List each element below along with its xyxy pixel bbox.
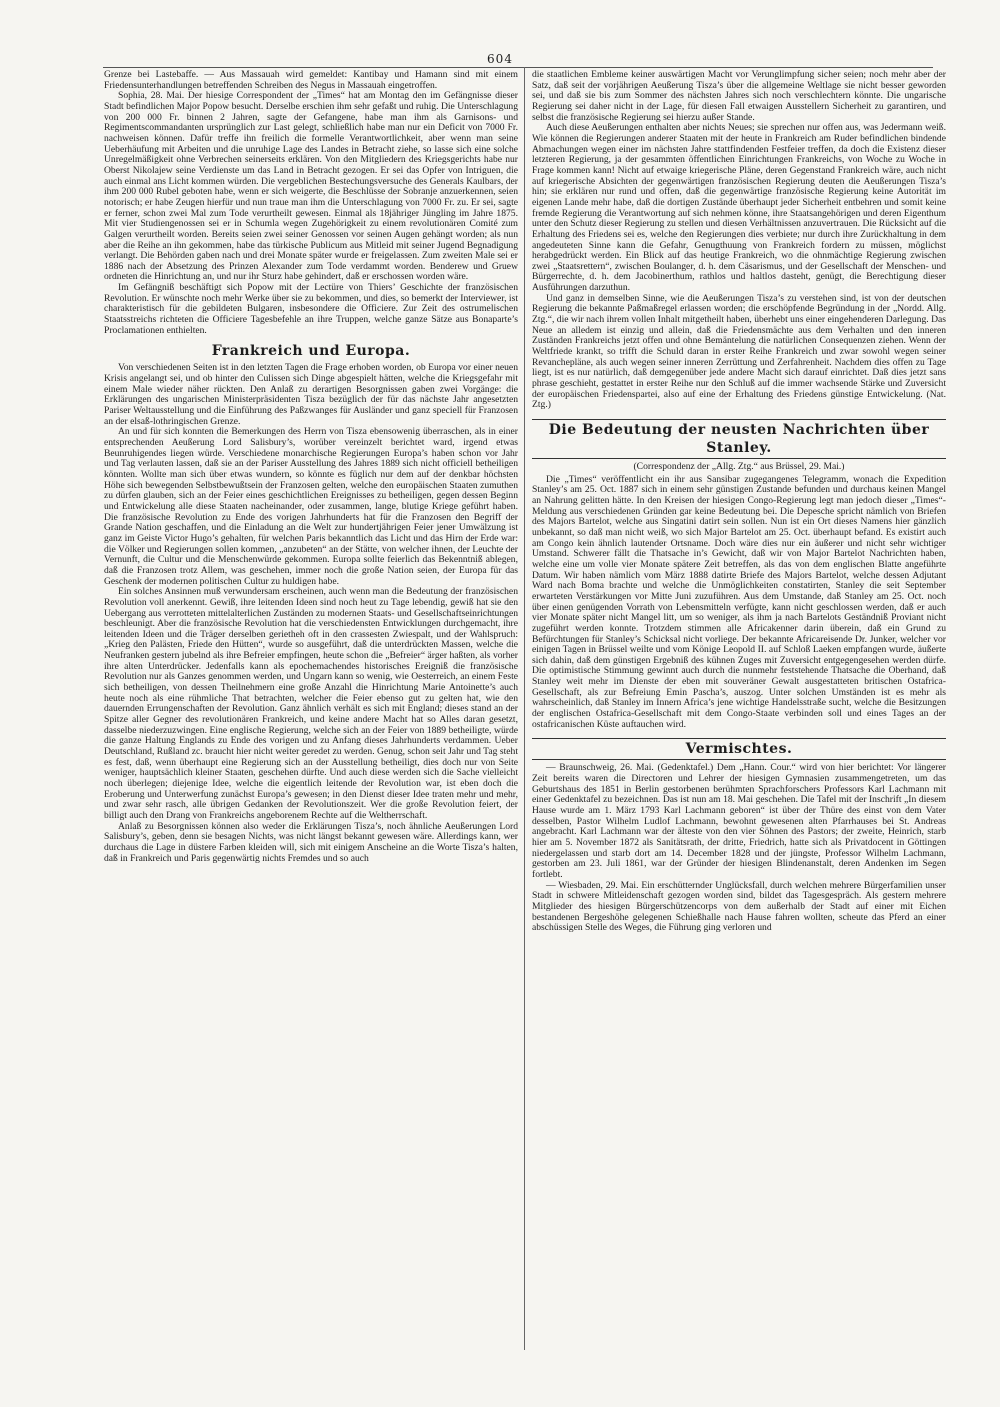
right-column bbox=[532, 70, 946, 1350]
paragraph: Auch diese Aeußerungen enthalten aber nichts Neues; sie sprechen nur offen aus, was Jedermann weiß. Wie können die Regierungen anderer Staaten mit der heute in Frankreich am Ruder befindlichen bindende Abmachungen wegen einer im nächsten Jahre stattfindenden Festfeier treffen, da doch die Existenz dieser letzteren Regierung, ja der gesammten öffentlichen Einrichtungen Frankreichs, von Woche zu Woche in Frage kommen kann! Nicht auf etwaige kriegerische Pläne, deren Gegenstand Frankreich wäre, auch nicht auf kriegerische Absichten der gegenwärtigen französischen Regierung deuten die Aeußerungen Tisza’s hin; sie erklären nur rund und offen, daß die gegenwärtige französische Regierung keine Autorität im eigenen Lande mehr habe, daß die dortigen Zustände überhaupt jeder Sicherheit entbehren und somit keine fremde Regierung die Verantwortung auf sich nehmen könne, ihre Staatsangehörigen und deren Eigenthum unter den Schutz dieser Regierung zu stellen und diesen Verhältnissen anzuvertrauen. Die Rücksicht auf die Erhaltung des Friedens sei es, welche den Regierungen dies verbiete; nur durch ihre Zurückhaltung in dem angedeuteten Sinne kann die Gefahr, Genugthuung von Frankreich fordern zu müssen, möglichst herabgedrückt werden. Ein Blick auf das heutige Frankreich, wo die ohnmächtige Regierung zwischen zwei „Staatsrettern“, zwischen Boulanger, d. h. dem Cäsarismus, und der Gesellschaft der Menschen- und Bürgerrechte, d. h. dem Jacobinerthum, rathlos und haltlos dasteht, genügt, die Berechtigung dieser Ausführungen darzuthun. bbox=[532, 122, 946, 294]
paragraph: die staatlichen Embleme keiner auswärtigen Macht vor Verunglimpfung sicher seien; noch mehr aber der Satz, daß seit der vorjährigen Aeußerung Tisza’s über die allgemeine Weltlage sie nicht besser geworden sei, und daß sie bis zum Sommer des nächsten Jahres sich noch verschlechtern könnte. Die ungarische Regierung sei daher nicht in der Lage, für diesen Fall etwaigen Ausstellern Sicherheit zu garantiren, und selbst die französische Regierung sei hierzu außer Stande. bbox=[532, 70, 946, 123]
headline-stanley: Die Bedeutung der neusten Nachrichten über Stanley. bbox=[532, 419, 946, 459]
column-separator bbox=[524, 67, 525, 1350]
paragraph: Von verschiedenen Seiten ist in den letzten Tagen die Frage erhoben worden, ob Europa vor einer neuen Krisis angelangt sei, und ob hinter den Culissen sich Dinge abgespielt hätten, welche die Kriegsgefahr mit einem Male wieder näher rückten. Den Anlaß zu derartigen Besorgnissen gaben zwei Vorgänge: die Erklärungen des ungarischen Ministerpräsidenten Tisza bezüglich der für das nächste Jahr angesetzten Pariser Weltausstellung und die Einführung des Paßzwanges für Ausländer und ganz speciell für Franzosen an der elsaß-lothringischen Grenze. bbox=[104, 362, 518, 427]
article-massauah: Grenze bei Lastebaffe. — Aus Massauah wird gemeldet: Kantibay und Hamann sind mit einem Friedensunterhandlungen betreffenden Schreiben des Negus in Massauah eingetroffen. bbox=[104, 70, 518, 91]
left-column bbox=[104, 70, 518, 1350]
article-wiesbaden: — Wiesbaden, 29. Mai. Ein erschütternder Unglücksfall, durch welchen mehrere Bürgerfamilien unser Stadt in schwere Mitleidenschaft gezogen worden sind, bildet das Tagesgespräch. Als gestern mehrere Mitglieder des hiesigen Bürgerschützencorps von dem außerhalb der Stadt auf einer mit Eichen bestandenen Bergeshöhe gelegenen Schießhalle nach Hause fahren wollten, scheute das Pferd an einer abschüssigen Stelle des Weges, die Führung ging verloren und bbox=[532, 879, 946, 934]
article-braunschweig: — Braunschweig, 26. Mai. (Gedenktafel.) Dem „Hann. Cour.“ wird von hier berichtet: Vor längerer Zeit bereits waren die Directoren und Lehrer der hiesigen Gymnasien zusammengetreten, um das Geburtshaus des 1851 in Berlin gestorbenen berühmten Sprachforschers Professors Karl Lachmann mit einer Gedenktafel zu bezeichnen. Das ist nun am 18. Mai geschehen. Die Tafel mit der Inschrift „In diesem Hause wurde am 1. März 1793 Karl Lachmann geboren“ ist über der Thüre des einst von dem Vater desselben, Pastor Wilhelm Ludlof Lachmann, bewohnt gewesenen alten Pfarrhauses bei St. Andreas angebracht. Karl Lachmann war der älteste von den vier Söhnen des Pastors; der zweite, Heinrich, starb hier am 5. November 1872 als Sanitätsrath, der dritte, Friedrich, hatte sich als Privatdocent in Göttingen niedergelassen und starb dort am 14. December 1828 und der jüngste, Professor Wilhelm Lachmann, gestorben am 23. Juli 1861, war der Gründer der hiesigen Blindenanstalt, deren Andenken im Segen fortlebt. bbox=[532, 762, 946, 880]
paragraph: Die „Times“ veröffentlicht ein ihr aus Sansibar zugegangenes Telegramm, wonach die Expedition Stanley’s am 25. Oct. 1887 sich in einem sehr günstigen Zustande befunden und durchaus keinen Mangel an Nahrung gelitten hätte. In den Kreisen der hiesigen Congo-Regierung legt man jedoch dieser „Times“-Meldung aus verschiedenen Gründen gar keine Bedeutung bei. Die Depesche spricht nämlich von Briefen des Majors Bartelot, welche aus Singatini datirt sein sollen. Nun ist ein Ort dieses Namens hier gänzlich unbekannt, so daß man nicht weiß, wo sich Major Bartelot am 25. Oct. überhaupt befand. Es existirt auch am Congo kein ähnlich lautender Ortsname. Doch wäre dies nur ein äußerer und nicht sehr wichtiger Umstand. Schwerer fällt die Thatsache in’s Gewicht, daß wir von Major Bartelot Nachrichten haben, welche eine um volle vier Monate spätere Zeit betreffen, als das von dem englischen Blatte angeführte Datum. Wir haben nämlich vom März 1888 datirte Briefe des Majors Bartelot, welche dessen Adjutant Ward nach Boma brachte und welche die Unmöglichkeiten constatirten, Stanley die seit September erwarteten Verstärkungen vor Mitte Juni zuzuführen. Aus dem Umstande, daß Stanley am 25. Oct. noch über einen genügenden Vorrath von Lebensmitteln verfügte, kann nicht geschlossen werden, daß er auch vier Monate später nicht Mangel litt, um so weniger, als ihm ja nach Bartelots Geständniß Proviant nicht zugeführt werden konnte. Trotzdem stimmen alle Africakenner darin überein, daß ein Grund zu Befürchtungen für Stanley’s Schicksal nicht vorliege. Der bekannte Africareisende Dr. Junker, welcher vor einigen Tagen in Brüssel weilte und vom Könige Leopold II. auf Schloß Laeken empfangen wurde, äußerte sich dahin, daß dem günstigen Ergebniß des kühnen Zuges mit Zuversicht entgegengesehen werden dürfe. Die optimistische Stimmung gewinnt auch durch die nunmehr feststehende Thatsache die Oberhand, daß Stanley weit mehr im Dienste der eben mit souveräner Gewalt ausgestatteten britischen Ostafrica-Gesellschaft, als zur Befreiung Emin Pascha’s, auszog. Unter solchen Umständen ist es mehr als wahrscheinlich, daß Stanley im Innern Africa’s jene wichtige Handelsstraße sucht, welche die Besitzungen der englischen Ostafrica-Gesellschaft mit dem Congo-Staate verbinden soll und eines Tages an der ostafricanischen Küste auftauchen wird. bbox=[532, 473, 946, 730]
paragraph: Ein solches Ansinnen muß verwundersam erscheinen, auch wenn man die Bedeutung der französischen Revolution voll anerkennt. Gewiß, ihre leitenden Ideen sind noch heut zu Tage lebendig, gewiß hat sie den Uebergang aus verrotteten mittelalterlichen Zuständen zu modernen Staats- und Gesellschaftseinrichtungen beschleunigt. Aber die französische Revolution hat die verschiedensten Entwicklungen durchgemacht, ihre leitenden Ideen und die Träger derselben gerietheh oft in den crassesten Zwiespalt, und der Wahlspruch: „Krieg den Palästen, Friede den Hütten“, wurde so ausgeführt, daß die unterdrückten Massen, welche die Neufranken gestern jubelnd als ihre Befreier empfingen, heute schon die „Befreier“ ärger haßten, als vorher ihre alten Unterdrücker. Jedenfalls kann als epochemachendes historisches Ereigniß die französische Revolution nur als Ganzes genommen werden, und Ungarn kann so wenig, wie Oesterreich, an einem Feste sich betheiligen, von dessen Theilnehmern eine große Anzahl die Hinrichtung Marie Antoinette’s auch heute noch als eine rühmliche That betrachten, welcher die Feier ebenso gut zu gelten hat, wie den dauernden Errungenschaften der Revolution. Ganz ähnlich verhält es sich mit England; dieses stand an der Spitze aller Gegner des revolutionären Frankreich, und keine andere Macht hat so Alles daran gesetzt, dasselbe niederzuzwingen. Eine englische Regierung, welche sich an der Feier von 1889 betheiligte, würde die ganze Haltung Englands zu Ende des vorigen und zu Anfang dieses Jahrhunderts verdammen. Ueber Deutschland, Rußland zc. braucht hier nicht weiter geredet zu werden. Genug, schon seit Jahr und Tag steht es fest, daß, wenn überhaupt eine Regierung sich an der Ausstellung betheiligt, dies doch nur von Seite weniger, hauptsächlich kleiner Staaten, geschehen dürfte. Und auch diese werden sich die Sache vielleicht noch überlegen; diejenige Idee, welche die eigentlich leitende der Revolution war, ist eben doch die Eroberung und Unterwerfung zunächst Europa’s gewesen; in den Dienst dieser Idee traten mehr und mehr, und zwar sehr rasch, alle übrigen Gedanken der Revolutionszeit. Wer die große Revolution feiert, der billigt auch den Drang von Frankreichs angeborenem Rechte auf die Weltherrschaft. bbox=[104, 586, 518, 821]
page-number: 604 bbox=[487, 52, 513, 66]
paragraph: Anlaß zu Besorgnissen können also weder die Erklärungen Tisza’s, noch ähnliche Aeußerungen Lord Salisbury’s, geben, denn sie besagen Nichts, was nicht längst bekannt gewesen wäre. Allerdings kann, wer durchaus die Lage in düstere Farben kleiden will, sich mit einigem Anscheine an die Worte Tisza’s halten, daß in Frankreich und Paris gegenwärtig nichts Fremdes und so auch bbox=[104, 820, 518, 864]
header-rule bbox=[103, 67, 933, 68]
paragraph: An und für sich konnten die Bemerkungen des Herrn von Tisza ebensowenig überraschen, als in einer entsprechenden Aeußerung Lord Salisbury’s, worüber vereinzelt berichtet ward, irgend etwas Beunruhigendes liegen würde. Verschiedene monarchische Regierungen Europa’s haben schon vor Jahr und Tag verlauten lassen, daß sie an der Pariser Ausstellung des Jahres 1889 sich nicht officiell betheiligen könnten. Wollte man sich über etwas wundern, so könnte es füglich nur dem auf der denkbar höchsten Höhe sich bewegenden Selbstbewußtsein der Franzosen gelten, welche den europäischen Staaten zumuthen zu dürfen glauben, sich an der Feier eines geschichtlichen Ereignisses zu betheiligen, gegen dessen Beginn und Entwickelung alle diese Staaten nacheinander, oder zusammen, lange, blutige Kriege geführt haben. Die französische Revolution zu Ende des vorigen Jahrhunderts hat für die Franzosen den Begriff der Grande Nation geschaffen, und die Einladung an die Welt zur hundertjährigen Feier jener Umwälzung ist ganz im Geiste Victor Hugo’s gehalten, für welchen Paris bekanntlich das Licht und das Hirn der Erde war: die Völker und Regierungen sollen kommen, „anzubeten“ an der Stätte, von welcher ihnen, der Leuchte der Vernunft, die Cultur und die Menschenwürde gekommen. Europa sollte feierlich das Bekenntniß ablegen, daß die Franzosen trotz Allem, was geschehen, immer noch die große Nation seien, der Europa für das Geschenk der modernen politischen Cultur zu huldigen habe. bbox=[104, 426, 518, 587]
headline-vermischtes: Vermischtes. bbox=[532, 738, 946, 760]
headline-stanley-subtitle: (Correspondenz der „Allg. Ztg.“ aus Brüssel, 29. Mai.) bbox=[633, 461, 845, 472]
headline-frankreich-europa: Frankreich und Europa. bbox=[211, 343, 411, 360]
article-sophia-continued: Im Gefängniß beschäftigt sich Popow mit der Lectüre von Thiers’ Geschichte der französischen Revolution. Er wünschte noch mehr Werke über sie zu bekommen, und dies, so bemerkt der Interviewer, ist charakteristisch für die gebildeten Bulgaren, insbesondere die Officiere. Zur Zeit des ostrumelischen Staatsstreichs richteten die Officiere Tagesbefehle an ihre Truppen, welche ganze Sätze aus Bonaparte’s Proclamationen enthielten. bbox=[104, 282, 518, 336]
article-sophia: Sophia, 28. Mai. Der hiesige Correspondent der „Times“ hat am Montag den im Gefängnisse dieser Stadt befindlichen Major Popow besucht. Derselbe erschien ihm sehr gefaßt und ruhig. Die Unterschlagung von 200 000 Fr. binnen 2 Jahren, sagte der Gefangene, habe man ihm als Garnisons- und Regimentscommandanten ursprünglich zur Last gelegt, schließlich habe man nur ein Deficit von 7000 Fr. nachweisen können. Dafür treffe ihn freilich die formelle Verantwortlichkeit, aber wenn man seine Ueberhäufung mit Arbeiten und die unruhige Lage des Landes in Betracht ziehe, so lasse sich eine solche Unregelmäßigkeit ohne Verbrechen seinerseits erklären. Von den Mitgliedern des Kriegsgerichts habe nur Oberst Nikolajew seine Verdienste um das Land in Betracht gezogen. Er sei das Opfer von Intriguen, die auch einmal ans Licht kommen würden. Die vergeblichen Bestechungsversuche des Generals Kaulbars, der ihm 200 000 Rubel geboten habe, wenn er sich weigerte, die Beschlüsse der Sobranje anzuerkennen, seien notorisch; er habe Zeugen hierfür und nun traue man ihm die Unterschlagung von 7000 Fr. zu. Er sei, sagte er ferner, schon zwei Mal zum Tode verurtheilt gewesen. Einmal als 18jähriger Jüngling im Jahre 1875. Mit vier Studiengenossen sei er in Schumla wegen Zugehörigkeit zu einem revolutionären Comité zum Galgen verurtheilt worden. Bereits seien zwei seiner Genossen vor seinen Augen gehängt worden; als nun aber die Reihe an ihn gekommen, habe das türkische Publicum aus Mitleid mit seiner Jugend Begnadigung verlangt. Die Behörden gaben nach und drei Monate später wurde er freigelassen. Zum zweiten Male sei er 1886 nach der Absetzung des Prinzen Alexander zum Tode verdammt worden. Benderew und Gruew ordneten die Hinrichtung an, und nur ihr Sturz habe gehindert, daß er erschossen worden wäre. bbox=[104, 90, 518, 283]
paragraph: Und ganz in demselben Sinne, wie die Aeußerungen Tisza’s zu verstehen sind, ist von der deutschen Regierung die bekannte Paßmaßregel erlassen worden; die erschöpfende Begründung in der „Nordd. Allg. Ztg.“, die wir nach ihrem vollen Inhalt mitgetheilt haben, überhebt uns einer eingehenderen Darlegung. Das Neue an alledem ist einzig und allein, daß die Friedensmächte aus dem Verhalten und den inneren Zuständen Frankreichs jetzt offen und ohne Bemäntelung die natürlichen Consequenzen ziehen. Wenn der Weltfriede krankt, so trifft die Schuld daran in erster Reihe Frankreich und zwar sowohl wegen seiner Revanchepläne, als auch wegen seiner inneren Zerrüttung und Zerfahrenheit. Nachdem dies offen zu Tage liegt, ist es nur natürlich, daß demgegenüber jede andere Macht sich darauf einrichtet. Daß dies jetzt sans phrase geschieht, gestattet in erster Reihe nur den Schluß auf die immer wachsende Stärke und Zuversicht der europäischen Friedenspartei, also auf eine der Erhaltung des Friedens günstige Entwickelung. (Nat. Ztg.) bbox=[532, 292, 946, 411]
